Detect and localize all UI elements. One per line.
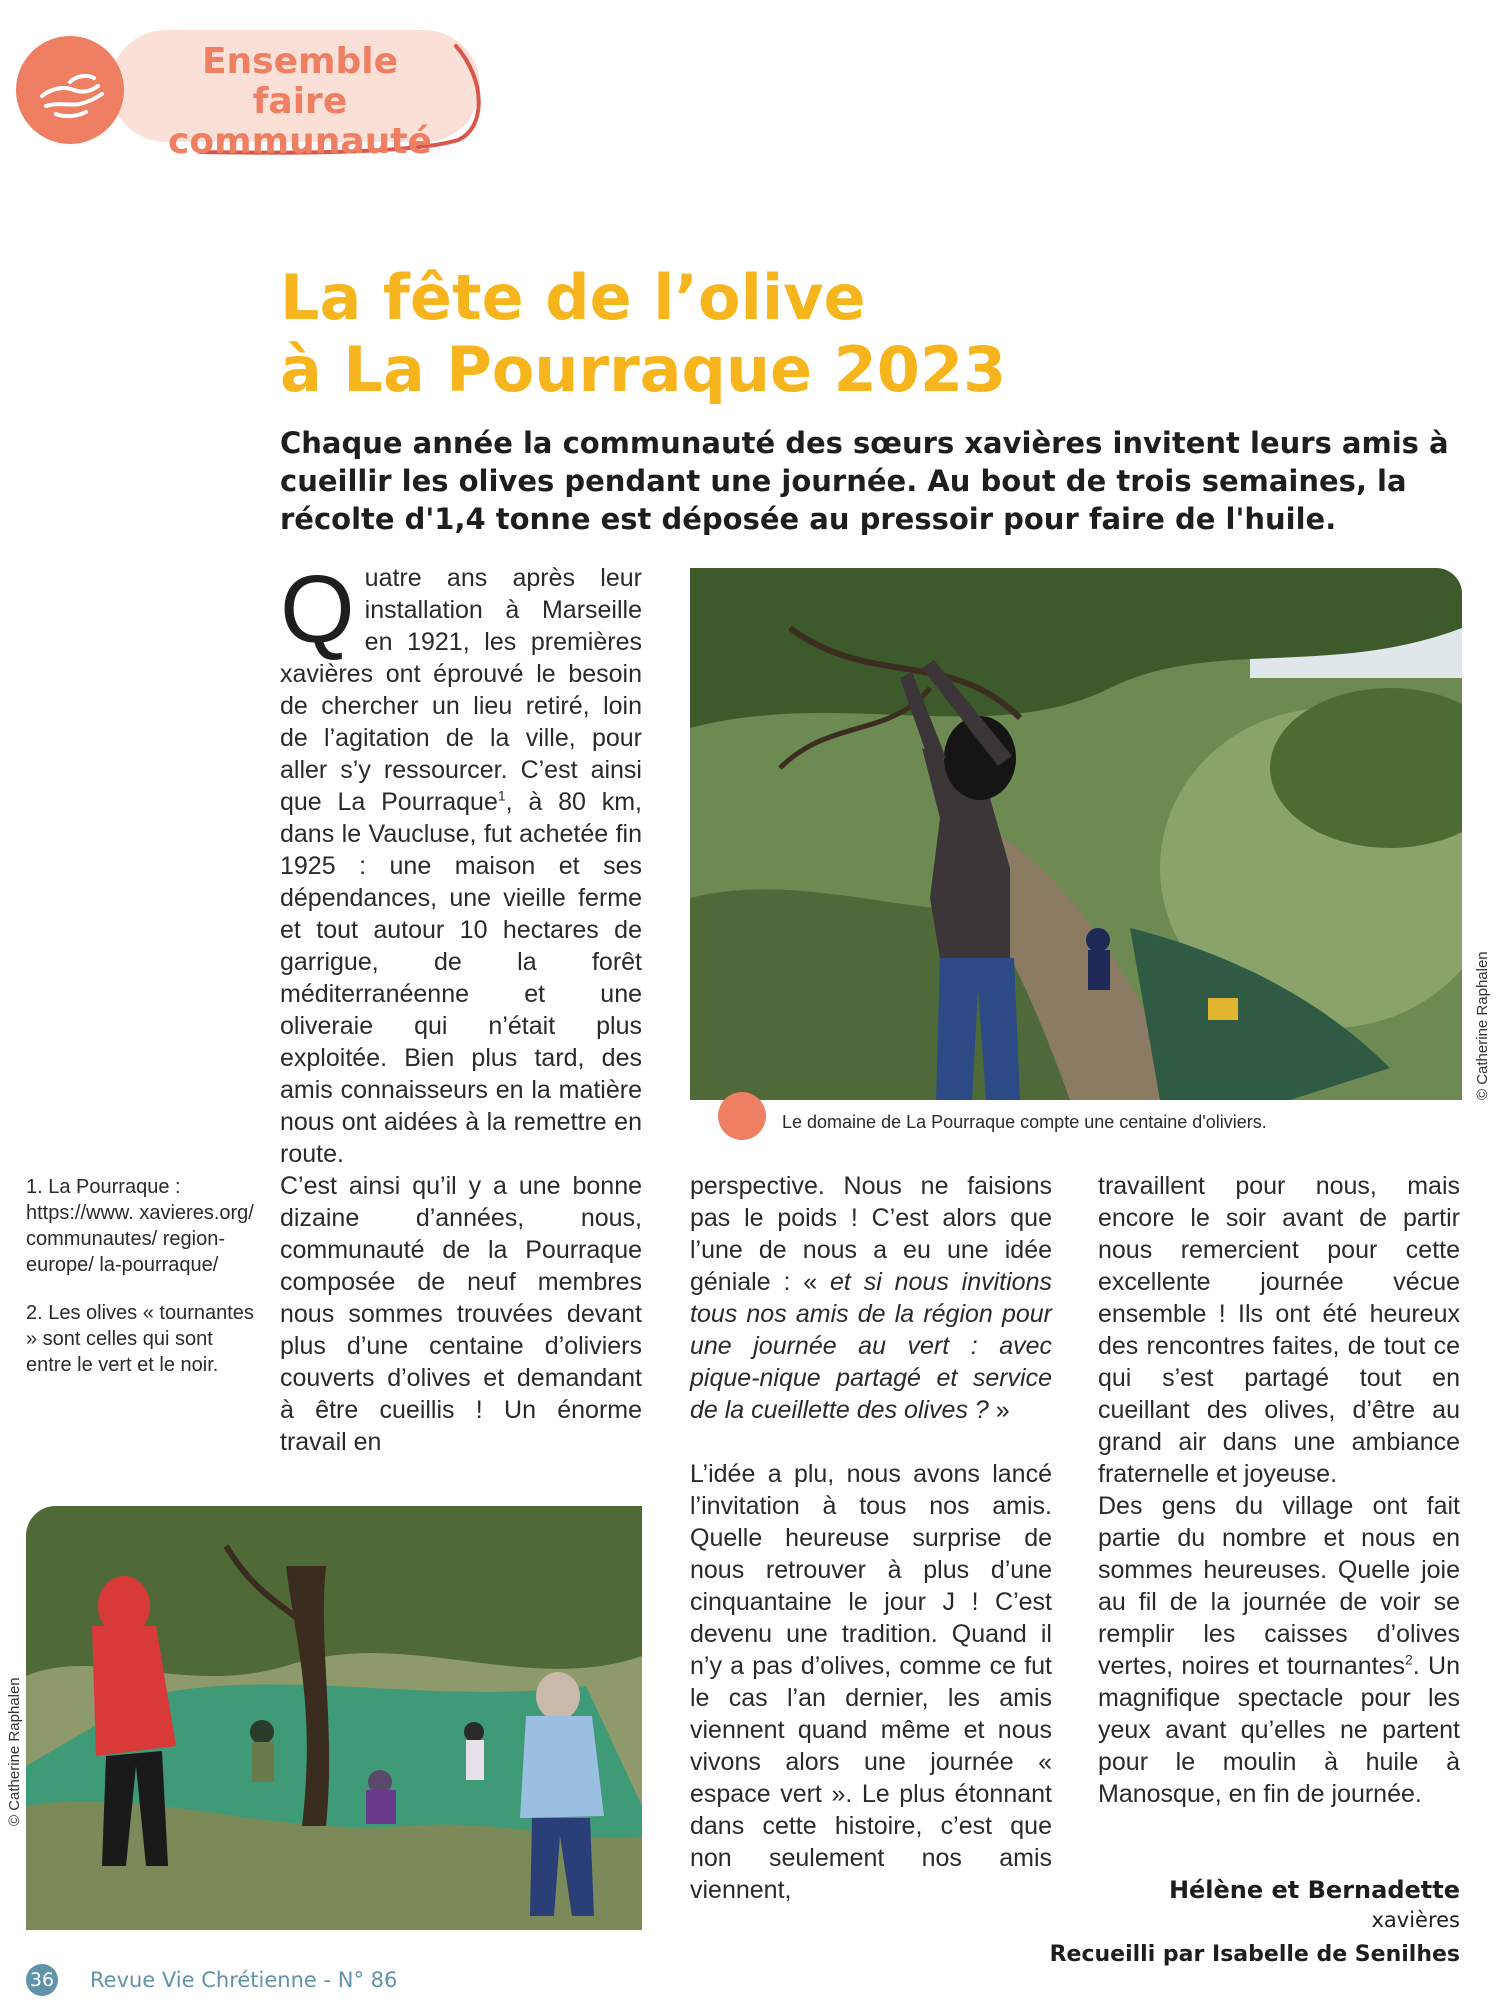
photo-group-harvest (26, 1506, 642, 1930)
col2-quote: et si nous invitions tous nos amis de la région pour une journée au vert : avec pique-nique partagé et service de la cueillette des olives ? (690, 1268, 1052, 1424)
col1-paragraph2: C’est ainsi qu’il y a une bonne dizaine d’années, nous, communauté de la Pourraque composée de neuf membres nous sommes trouvées devant plus d’une centaine d’oliviers couverts d’olives et demandant à être cueillis ! Un énorme travail en (280, 1172, 642, 1456)
col3-paragraph2 (1098, 1490, 1460, 1810)
footnotes (26, 1174, 258, 1400)
section-badge-circle (16, 36, 124, 144)
column-1 (280, 556, 642, 1458)
col1-paragraph1-a: uatre ans après leur installation à Marseille en 1921, les premières xavières ont éprouvé le besoin de chercher un lieu retiré, loin de l’agitation de la ville, pour aller s’y ressourcer. C’est ainsi que La Pourraque (280, 564, 642, 816)
section-title (150, 42, 450, 162)
col3-paragraph1: travaillent pour nous, mais encore le soir avant de partir nous remercient pour cette excellente journée vécue ensemble ! Ils ont été heureux des rencontres faites, de tout ce qui s’est partagé tout en cueillant des olives, d’être au grand air dans une ambiance fraternelle et joyeuse. (1098, 1172, 1460, 1488)
footnote-ref-1: 1 (497, 787, 506, 804)
section-title-line2: communauté (168, 121, 432, 162)
col3-paragraph2-b: . Un magnifique spectacle pour les yeux avant qu’elles ne partent pour le moulin à huile à Manosque, en fin de journée. (1098, 1652, 1460, 1808)
drop-cap: Q (280, 556, 355, 663)
olive-picking-photo-main (690, 568, 1462, 1100)
page-number: 36 (26, 1964, 58, 1996)
column-3 (1098, 1170, 1460, 1810)
col1-paragraph1-b: , à 80 km, dans le Vaucluse, fut achetée fin 1925 : une maison et ses dépendances, une vieille ferme et tout autour 10 hectares de garrigue, de la forêt méditerranéenne et une oliveraie qui n’était plus exploitée. Bien plus tard, des amis connaisseurs en la matière nous ont aidées à la remettre en route. (280, 788, 642, 1168)
col2-paragraph1-b: » (988, 1396, 1010, 1424)
photo1-credit: © Catherine Raphalen (1474, 951, 1491, 1100)
signature-role: xavières (1371, 1908, 1460, 1932)
hands-icon (16, 36, 124, 144)
photo2-credit: © Catherine Raphalen (6, 1677, 23, 1826)
article-lead: Chaque année la communauté des sœurs xavières invitent leurs amis à cueillir les olives pendant une journée. Au bout de trois semaines, la récolte d'1,4 tonne est déposée au pressoir pour faire de l'huile. (280, 426, 1449, 536)
col2-paragraph1-a: perspective. Nous ne faisions pas le poids ! C’est alors que l’une de nous a eu une idée géniale : « (690, 1172, 1052, 1296)
col2-paragraph1 (690, 1170, 1052, 1426)
article-title (280, 262, 1440, 406)
article-title-line1: La fête de l’olive (280, 261, 866, 334)
footnote-2: 2. Les olives « tournantes » sont celles qui sont entre le vert et le noir. (26, 1302, 254, 1376)
col2-paragraph2: L’idée a plu, nous avons lancé l’invitation à tous nos amis. Quelle heureuse surprise de nous retrouver à plus d’une cinquantaine le jour J ! C’est devenu une tradition. Quand il n’y a pas d’olives, comme ce fut le cas l’an dernier, les amis viennent quand même et nous vivons alors une journée « espace vert ». Le plus étonnant dans cette histoire, c’est que non seulement nos amis viennent, (690, 1460, 1052, 1904)
section-title-line1: Ensemble faire (201, 41, 399, 122)
signature-name: Hélène et Bernadette (1168, 1876, 1460, 1904)
footnote-1: 1. La Pourraque : https://www. xavieres.org/ communautes/ region-europe/ la-pourraque/ (26, 1176, 254, 1276)
publication-title: Revue Vie Chrétienne - N° 86 (90, 1968, 398, 1992)
col3-paragraph2-a: Des gens du village ont fait partie du nombre et nous en sommes heureuses. Quelle joie au fil de la journée de voir se remplir les caisses d’olives vertes, noires et tournantes (1098, 1492, 1460, 1680)
collected-by: Recueilli par Isabelle de Senilhes (1049, 1942, 1460, 1967)
caption-dot (718, 1092, 766, 1140)
olive-picking-photo-group (26, 1506, 642, 1930)
footnote-ref-2: 2 (1405, 1651, 1413, 1668)
article-title-line2: à La Pourraque 2023 (280, 333, 1007, 406)
photo-woman-picking-olives (690, 568, 1462, 1100)
photo1-caption: Le domaine de La Pourraque compte une centaine d'oliviers. (782, 1112, 1267, 1132)
column-2 (690, 1170, 1052, 1906)
